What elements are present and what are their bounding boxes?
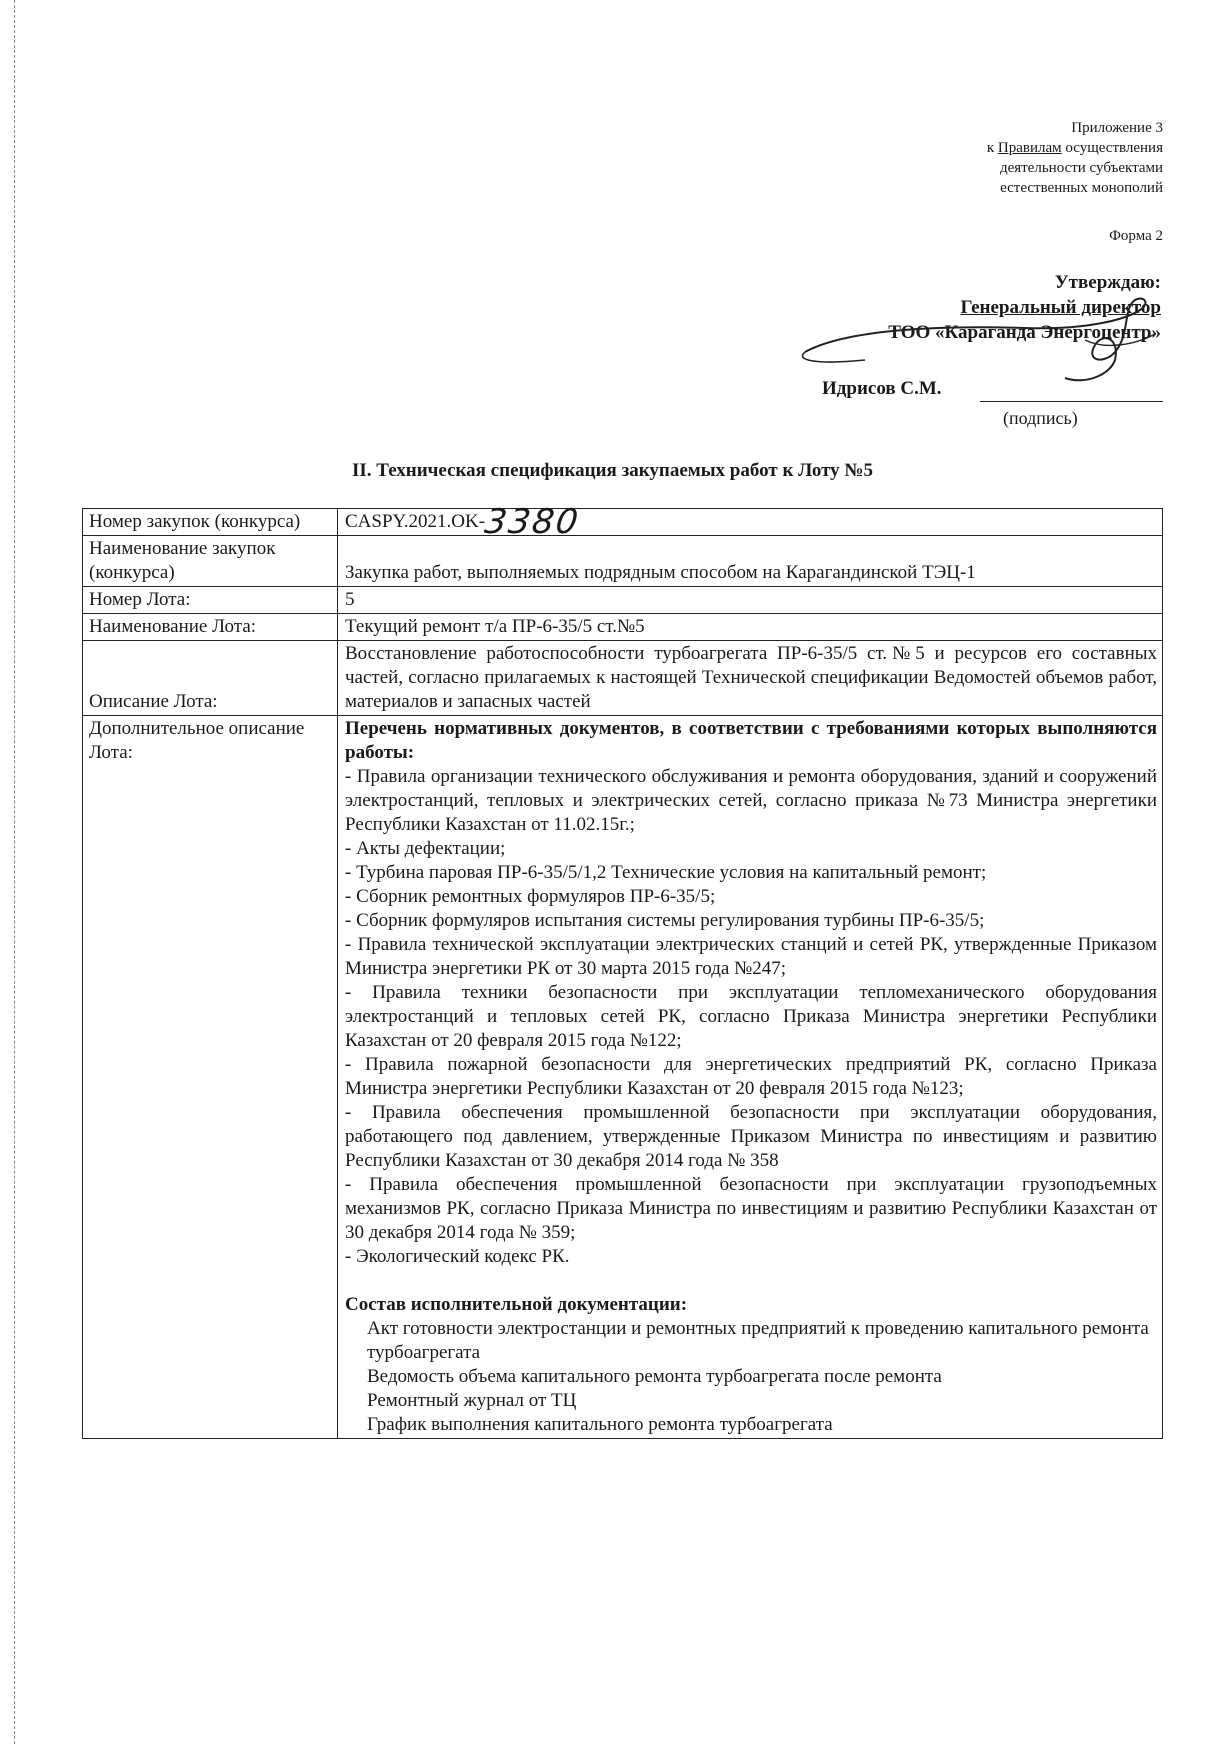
annex-line-4: естественных монополий [1000,180,1163,196]
table-row [83,716,1163,1439]
row-label: Номер Лота: [83,587,338,614]
procurement-number: CASPY.2021.OK-3380 [338,509,1163,536]
list-item: - Экологический кодекс РК. [345,1246,570,1267]
row-label: Наименование закупок (конкурса) [83,536,338,587]
signer-name: Идрисов С.М. [822,378,942,399]
approval-company: ТОО «Караганда Энергоцентр» [888,322,1161,343]
approval-position: Генеральный директор [960,297,1161,318]
list-item: График выполнения капитального ремонта турбоагрегата [367,1414,833,1435]
procurement-name: Закупка работ, выполняемых подрядным способом на Карагандинской ТЭЦ-1 [338,536,1163,587]
specification-table [82,502,1163,1439]
table-row [83,587,1163,614]
form-label: Форма 2 [1109,228,1163,244]
table-row [83,536,1163,587]
list-item: - Правила пожарной безопасности для энергетических предприятий РК, согласно Приказа Министра энергетики Республики Казахстан от 20 февраля 2015 года №123; [345,1054,1157,1099]
annex-line-3: деятельности субъектами [999,160,1163,176]
list-item: - Турбина паровая ПР-6-35/5/1,2 Технические условия на капитальный ремонт; [345,862,987,883]
list-item: Акт готовности электростанции и ремонтных предприятий к проведению капитального ремонта турбоагрегата [367,1318,1149,1363]
lot-number: 5 [338,587,1163,614]
signature-hint: (подпись) [1003,408,1078,428]
rules-link[interactable]: Правилам [997,140,1062,156]
row-label: Номер закупок (конкурса) [83,509,338,536]
list-item: - Правила обеспечения промышленной безопасности при эксплуатации оборудования, работающего под давлением, утвержденные Приказом Министра по инвестициям и развитию Республики Казахстан от 30 декабря 2014 года № 358 [345,1102,1157,1171]
list-item: - Сборник ремонтных формуляров ПР-6-35/5; [345,886,716,907]
document-title: II. Техническая спецификация закупаемых работ к Лоту №5 [352,460,873,481]
row-label: Наименование Лота: [83,614,338,641]
annex-line-1: Приложение 3 [1071,120,1163,136]
annex-block [987,118,1163,198]
lot-name: Текущий ремонт т/а ПР-6-35/5 ст.№5 [338,614,1163,641]
handwritten-number: 3380 [482,502,583,542]
list-item: - Правила технической эксплуатации электрических станций и сетей РК, утвержденные Приказом Министра энергетики РК от 30 марта 2015 года №247; [345,934,1157,979]
row-label: Описание Лота: [83,641,338,716]
list-item: Ремонтный журнал от ТЦ [367,1390,577,1411]
list-item: - Правила организации технического обслуживания и ремонта оборудования, зданий и сооружений электростанций, тепловых и электрических сетей, согласно приказа №73 Министра энергетики Республики Казахстан от 11.02.15г.; [345,766,1157,835]
table-row [83,641,1163,716]
list-item: - Сборник формуляров испытания системы регулирования турбины ПР-6-35/5; [345,910,985,931]
docs-heading: Состав исполнительной документации: [345,1294,688,1315]
signature-line [980,401,1163,402]
normative-heading: Перечень нормативных документов, в соответствии с требованиями которых выполняются работы: [345,718,1157,763]
spacer [345,1269,1157,1293]
list-item: - Правила обеспечения промышленной безопасности при эксплуатации грузоподъемных механизмов РК, согласно Приказа Министра по инвестициям и развитию Республики Казахстан от 30 декабря 2014 года № 359; [345,1174,1157,1243]
list-item: - Акты дефектации; [345,838,506,859]
table-row [83,509,1163,536]
approval-title: Утверждаю: [1054,272,1161,293]
left-margin-line [14,0,15,1744]
lot-description: Восстановление работоспособности турбоагрегата ПР-6-35/5 ст.№5 и ресурсов его составных частей, согласно прилагаемых к настоящей Технической спецификации Ведомостей объемов работ, материалов и запасных частей [338,641,1163,716]
row-label: Дополнительное описание Лота: [83,716,338,1439]
list-item: - Правила техники безопасности при эксплуатации тепломеханического оборудования электростанций и тепловых сетей РК, согласно Приказа Министра энергетики Республики Казахстан от 20 февраля 2015 года №122; [345,982,1157,1051]
table-row [83,614,1163,641]
lot-additional-description [338,716,1163,1439]
annex-line-2: к Правилам осуществления [986,140,1163,156]
handwritten-signature [785,290,1165,390]
list-item: Ведомость объема капитального ремонта турбоагрегата после ремонта [367,1366,942,1387]
